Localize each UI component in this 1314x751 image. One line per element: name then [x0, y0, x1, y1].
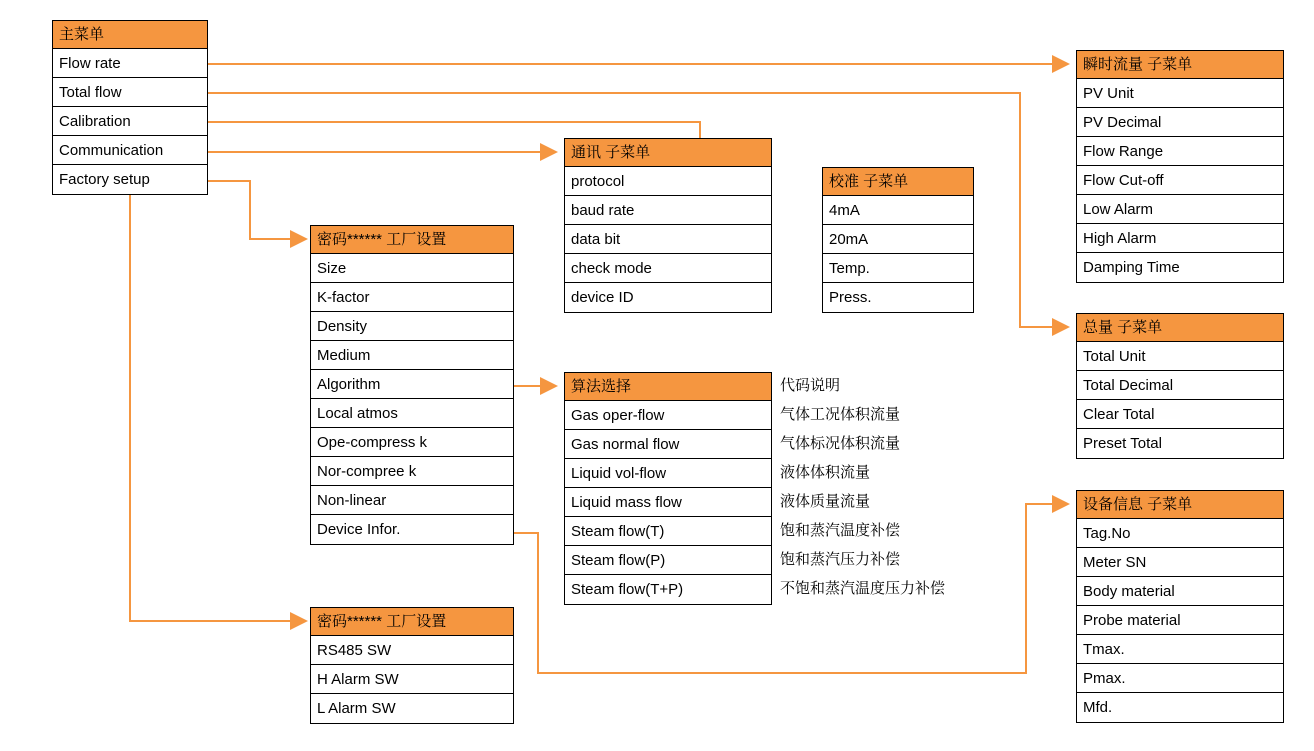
box-communication-title: 通讯 子菜单	[565, 139, 771, 167]
menu-item-20ma[interactable]: 20mA	[823, 225, 973, 254]
menu-item-protocol[interactable]: protocol	[565, 167, 771, 196]
box-main-menu	[52, 20, 208, 195]
menu-item-steam-flow-t[interactable]: Steam flow(T)	[565, 517, 771, 546]
box-main-menu-title: 主菜单	[53, 21, 207, 49]
box-device-info-title: 设备信息 子菜单	[1077, 491, 1283, 519]
menu-item-device-infor[interactable]: Device Infor.	[317, 521, 401, 538]
menu-item-size[interactable]: Size	[311, 254, 513, 283]
menu-item-4ma[interactable]: 4mA	[823, 196, 973, 225]
menu-item-algorithm[interactable]: Algorithm	[311, 370, 513, 399]
menu-item-clear-total[interactable]: Clear Total	[1077, 400, 1283, 429]
menu-item-non-linear[interactable]: Non-linear	[311, 486, 513, 515]
menu-item-steam-flow-p[interactable]: Steam flow(P)	[565, 546, 771, 575]
menu-item-low-alarm[interactable]: Low Alarm	[1077, 195, 1283, 224]
menu-item-flow-rate[interactable]: Flow rate	[53, 49, 207, 78]
menu-item-check-mode[interactable]: check mode	[565, 254, 771, 283]
menu-item-damping-time[interactable]: Damping Time	[1083, 259, 1180, 276]
box-flow-rate-submenu	[1076, 50, 1284, 283]
algorithm-notes-title: 代码说明	[780, 377, 841, 394]
menu-item-device-id[interactable]: device ID	[571, 289, 634, 306]
menu-item-total-decimal[interactable]: Total Decimal	[1077, 371, 1283, 400]
menu-item-total-flow[interactable]: Total flow	[53, 78, 207, 107]
menu-item-liquid-mass-flow[interactable]: Liquid mass flow	[565, 488, 771, 517]
menu-item-calibration[interactable]: Calibration	[53, 107, 207, 136]
box-total-flow-title: 总量 子菜单	[1077, 314, 1283, 342]
menu-item-meter-sn[interactable]: Meter SN	[1077, 548, 1283, 577]
box-algorithm-select	[564, 372, 772, 605]
menu-item-l-alarm-sw[interactable]: L Alarm SW	[317, 700, 396, 717]
box-communication-submenu	[564, 138, 772, 313]
menu-item-pmax[interactable]: Pmax.	[1077, 664, 1283, 693]
box-algorithm-title: 算法选择	[565, 373, 771, 401]
algorithm-note-liquid-vol-flow: 液体体积流量	[780, 464, 871, 481]
menu-item-baud-rate[interactable]: baud rate	[565, 196, 771, 225]
menu-item-medium[interactable]: Medium	[311, 341, 513, 370]
menu-item-press[interactable]: Press.	[829, 289, 872, 306]
menu-item-liquid-vol-flow[interactable]: Liquid vol-flow	[565, 459, 771, 488]
menu-item-density[interactable]: Density	[311, 312, 513, 341]
algorithm-note-gas-oper-flow: 气体工况体积流量	[780, 406, 901, 423]
algorithm-notes	[780, 372, 1040, 603]
menu-item-factory-setup[interactable]: Factory setup	[59, 171, 150, 188]
menu-item-preset-total[interactable]: Preset Total	[1083, 435, 1162, 452]
box-factory-setup	[310, 225, 514, 545]
menu-item-h-alarm-sw[interactable]: H Alarm SW	[311, 665, 513, 694]
menu-item-high-alarm[interactable]: High Alarm	[1077, 224, 1283, 253]
algorithm-note-steam-flow-tp: 不饱和蒸汽温度压力补偿	[780, 580, 946, 597]
box-factory-setup-switches	[310, 607, 514, 724]
menu-item-gas-normal-flow[interactable]: Gas normal flow	[565, 430, 771, 459]
menu-item-pv-decimal[interactable]: PV Decimal	[1077, 108, 1283, 137]
box-calibration-title: 校准 子菜单	[823, 168, 973, 196]
menu-item-body-material[interactable]: Body material	[1077, 577, 1283, 606]
menu-item-pv-unit[interactable]: PV Unit	[1077, 79, 1283, 108]
menu-item-data-bit[interactable]: data bit	[565, 225, 771, 254]
box-calibration-submenu	[822, 167, 974, 313]
algorithm-note-steam-flow-t: 饱和蒸汽温度补偿	[780, 522, 901, 539]
menu-item-flow-cut-off[interactable]: Flow Cut-off	[1077, 166, 1283, 195]
box-factory-setup-switches-title: 密码****** 工厂设置	[311, 608, 513, 636]
menu-item-gas-oper-flow[interactable]: Gas oper-flow	[565, 401, 771, 430]
menu-item-steam-flow-tp[interactable]: Steam flow(T+P)	[571, 581, 684, 598]
menu-item-mfd[interactable]: Mfd.	[1083, 699, 1113, 716]
algorithm-note-gas-normal-flow: 气体标况体积流量	[780, 435, 901, 452]
menu-item-temp[interactable]: Temp.	[823, 254, 973, 283]
menu-item-probe-material[interactable]: Probe material	[1077, 606, 1283, 635]
menu-item-rs485-sw[interactable]: RS485 SW	[311, 636, 513, 665]
menu-item-nor-compree-k[interactable]: Nor-compree k	[311, 457, 513, 486]
box-factory-setup-title: 密码****** 工厂设置	[311, 226, 513, 254]
menu-item-total-unit[interactable]: Total Unit	[1077, 342, 1283, 371]
menu-item-ope-compress-k[interactable]: Ope-compress k	[311, 428, 513, 457]
menu-item-k-factor[interactable]: K-factor	[311, 283, 513, 312]
algorithm-note-steam-flow-p: 饱和蒸汽压力补偿	[780, 551, 901, 568]
box-device-info-submenu	[1076, 490, 1284, 723]
menu-item-local-atmos[interactable]: Local atmos	[311, 399, 513, 428]
algorithm-note-liquid-mass-flow: 液体质量流量	[780, 493, 871, 510]
box-flow-rate-title: 瞬时流量 子菜单	[1077, 51, 1283, 79]
menu-item-tag-no[interactable]: Tag.No	[1077, 519, 1283, 548]
menu-item-flow-range[interactable]: Flow Range	[1077, 137, 1283, 166]
menu-item-communication[interactable]: Communication	[53, 136, 207, 165]
menu-item-tmax[interactable]: Tmax.	[1077, 635, 1283, 664]
box-total-flow-submenu	[1076, 313, 1284, 459]
